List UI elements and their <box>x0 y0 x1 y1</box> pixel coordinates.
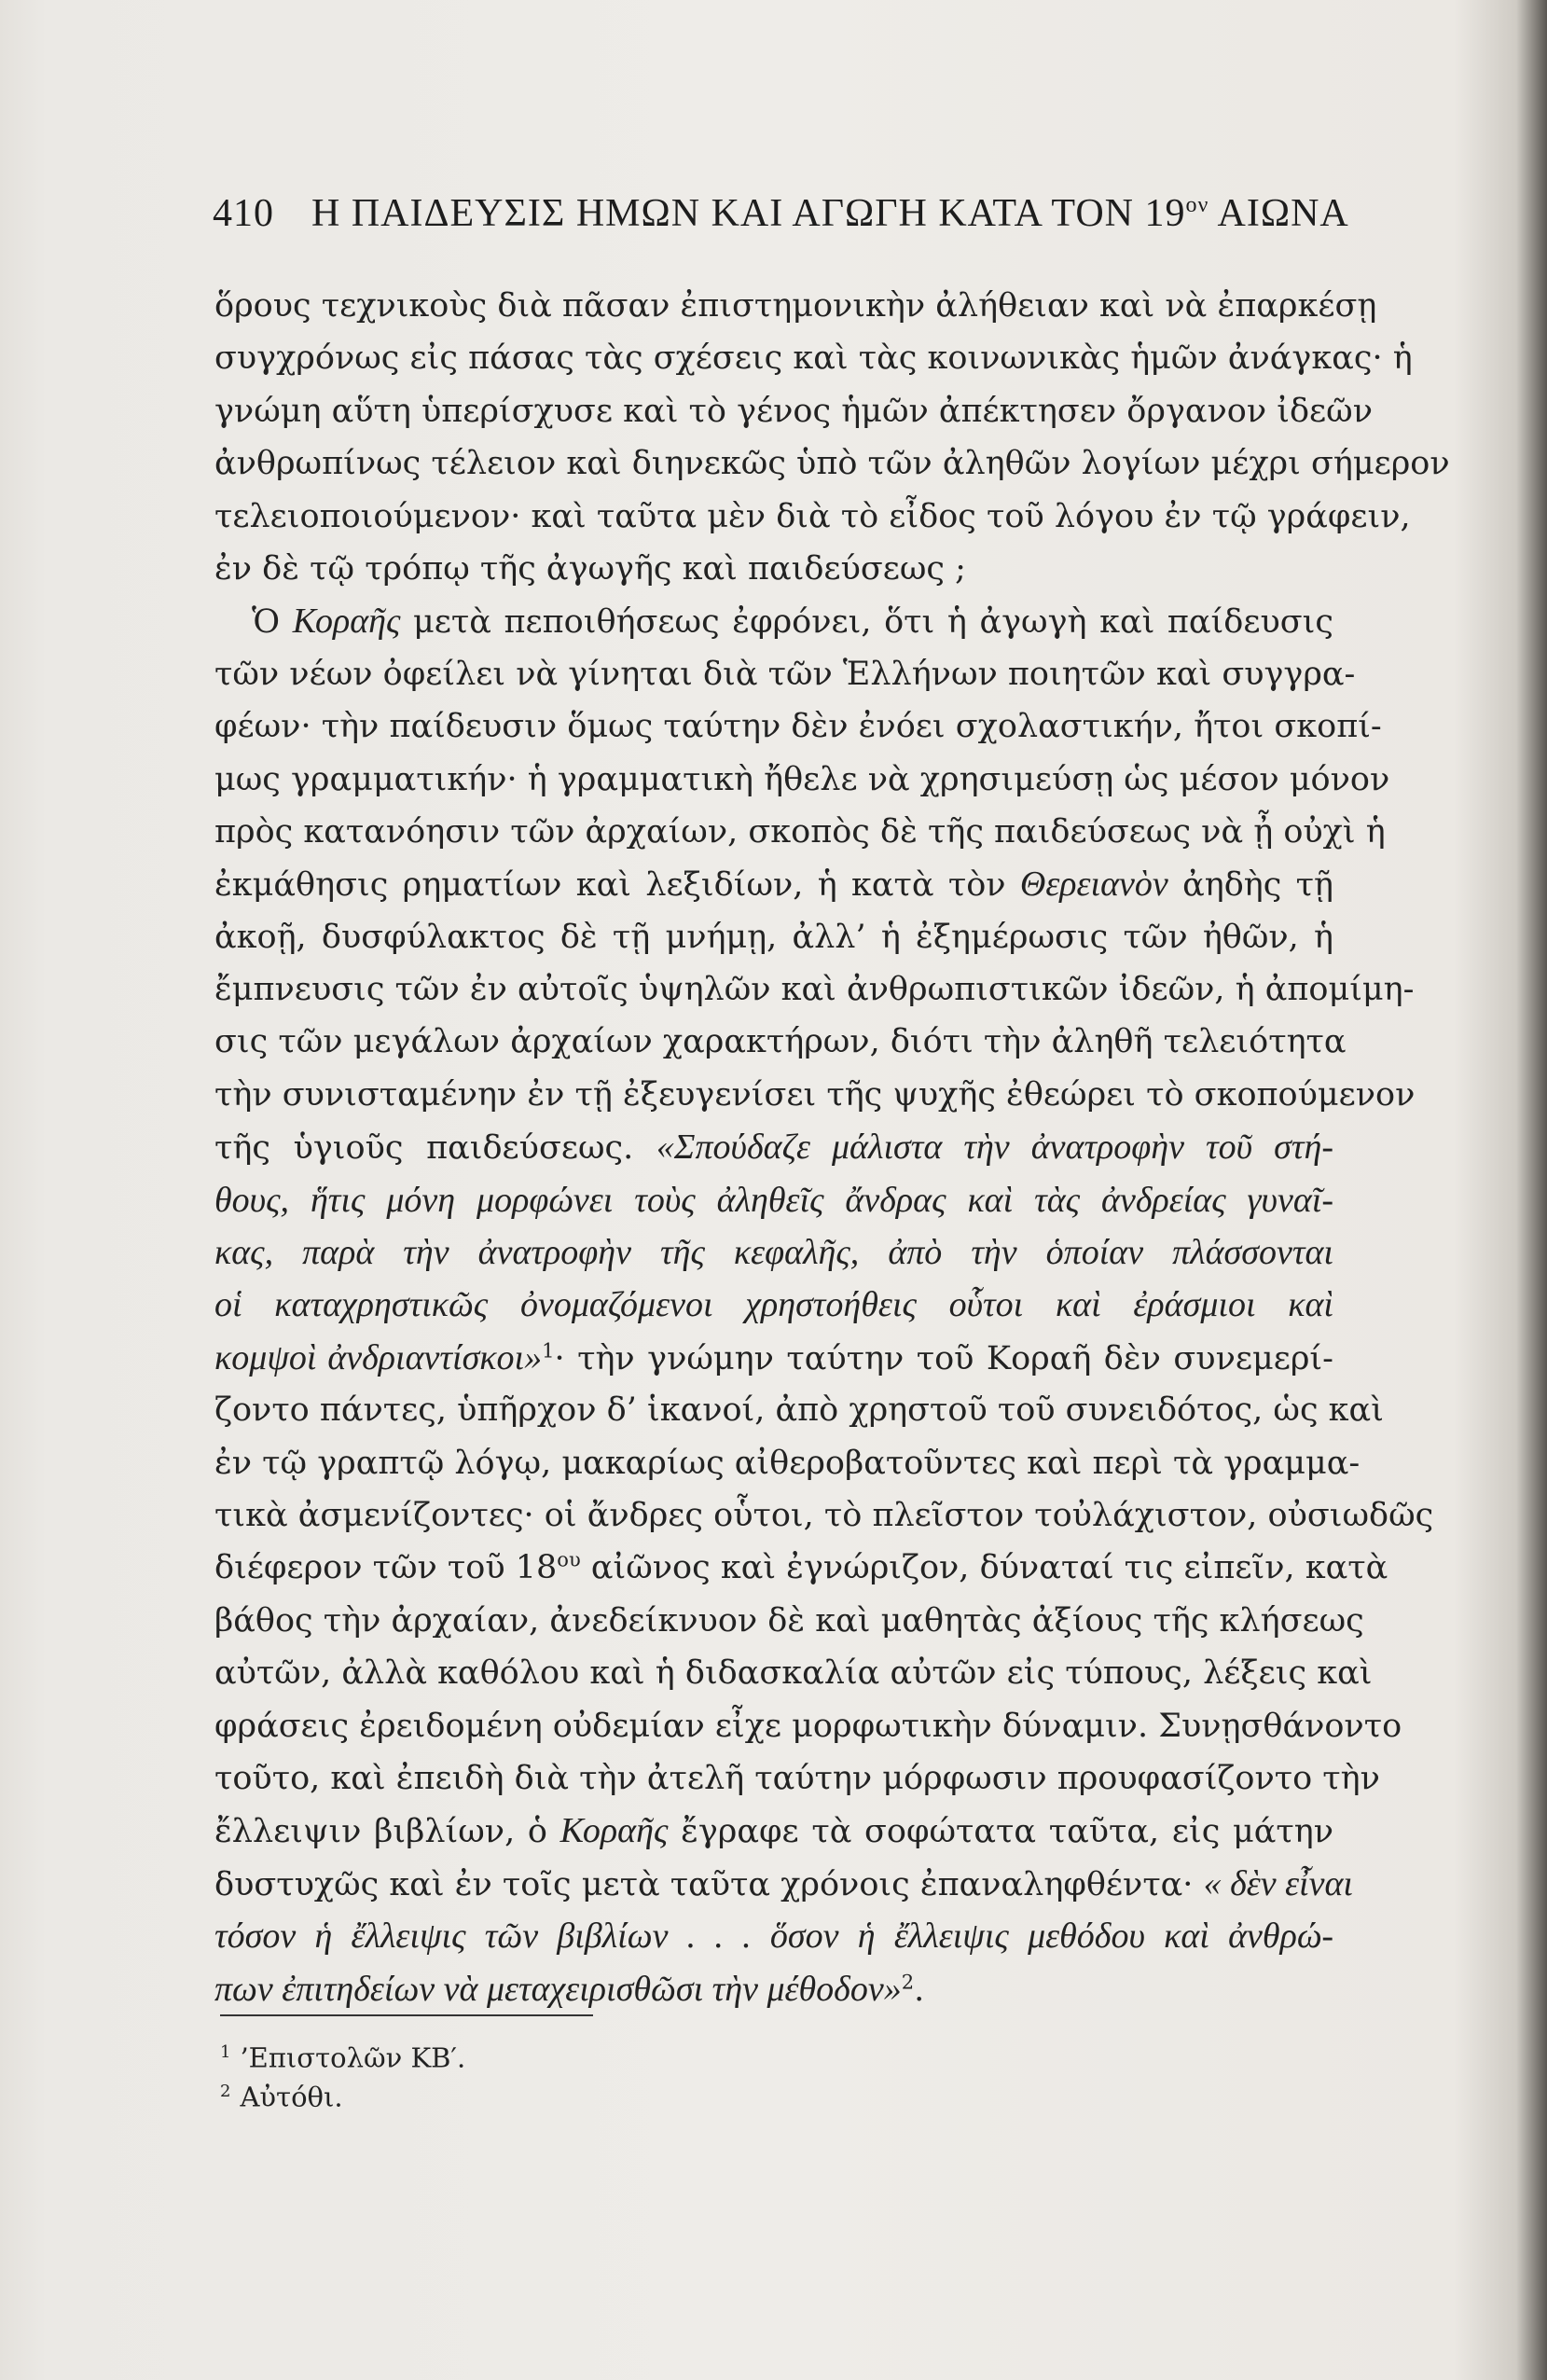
text-line: φέων· τὴν παίδευσιν ὅμως ταύτην δὲν ἐνόει σχολαστικήν, ἤτοι σκοπί- <box>214 708 1382 746</box>
text-run: ἔλλειψιν βιβλίων, ὁ <box>214 1813 560 1851</box>
footnote <box>220 2072 966 2111</box>
text-run: αἰῶνος καὶ ἐγνώριζον, δύναταί τις εἰπεῖν, κατὰ <box>580 1549 1388 1587</box>
italic-quote: τόσον ἡ ἔλλειψις τῶν βιβλίων . . . ὅσον ἡ ἔλλειψις μεθόδου καὶ ἀνθρώ- <box>214 1916 1333 1957</box>
text-line: ἀκοῇ, δυσφύλακτος δὲ τῇ μνήμῃ, ἀλλ’ ἡ ἐξημέρωσις τῶν ἠθῶν, ἡ <box>214 918 1333 956</box>
text-line: ὅρους τεχνικοὺς διὰ πᾶσαν ἐπιστημονικὴν ἀλήθειαν καὶ νὰ ἐπαρκέσῃ <box>214 287 1377 325</box>
footnote-ref: 1 <box>542 1339 555 1363</box>
text-line: σις τῶν μεγάλων ἀρχαίων χαρακτήρων, διότι τὴν ἀληθῆ τελειότητα <box>214 1023 1347 1061</box>
text-line <box>214 595 1333 647</box>
text-line: γνώμη αὕτη ὑπερίσχυσε καὶ τὸ γένος ἡμῶν ἀπέκτησεν ὄργανον ἰδεῶν <box>214 392 1373 430</box>
text-line: τικὰ ἀσμενίζοντες· οἱ ἄνδρες οὗτοι, τὸ πλεῖστον τοὐλάχιστον, οὐσιωδῶς <box>214 1496 1434 1534</box>
text-line <box>214 1174 1333 1226</box>
italic-quote: κας, παρὰ τὴν ἀνατροφὴν τῆς κεφαλῆς, ἀπὸ τὴν ὁποίαν πλάσσονται <box>214 1233 1333 1273</box>
text-line <box>214 1805 1333 1857</box>
italic-name: Κοραῆς <box>559 1811 669 1851</box>
text-run: Ὁ <box>252 603 293 642</box>
italic-quote: οἱ καταχρηστικῶς ὀνομαζόμενοι χρηστοήθεις οὗτοι καὶ ἐράσμιοι καὶ <box>214 1285 1333 1325</box>
text-run: διέφερον τῶν τοῦ 18 <box>214 1549 558 1587</box>
text-line: τῶν νέων ὀφείλει νὰ γίνηται διὰ τῶν Ἑλλήνων ποιητῶν καὶ συγγρα- <box>214 655 1356 693</box>
text-run: ἐκμάθησις ρηματίων καὶ λεξιδίων, ἡ κατὰ τὸν <box>214 866 1020 905</box>
text-line: πρὸς κατανόησιν τῶν ἀρχαίων, σκοπὸς δὲ τῆς παιδεύσεως νὰ ᾖ οὐχὶ ἡ <box>214 812 1386 851</box>
footnotes <box>220 2033 966 2111</box>
footnote-rule <box>220 2014 593 2016</box>
italic-name: Κοραῆς <box>292 602 401 642</box>
text-line <box>214 1542 1388 1594</box>
italic-quote: πων ἐπιτηδείων νὰ μεταχειρισθῶσι τὴν μέθοδον» <box>214 1969 902 2009</box>
body-text <box>214 280 1450 2015</box>
text-line: φράσεις ἐρειδομένη οὐδεμίαν εἶχε μορφωτικὴν δύναμιν. Συνῃσθάνοντο <box>214 1707 1402 1745</box>
footnote-ref: 2 <box>901 1970 915 1993</box>
text-line: ἔμπνευσις τῶν ἐν αὐτοῖς ὑψηλῶν καὶ ἀνθρωπιστικῶν ἰδεῶν, ἡ ἀπομίμη- <box>214 971 1415 1009</box>
italic-quote: κομψοὶ ἀνδριαντίσκοι» <box>214 1337 543 1377</box>
header-title: Η ΠΑΙΔΕΥΣΙΣ ΗΜΩΝ ΚΑΙ ΑΓΩΓΗ ΚΑΤΑ ΤΟΝ 19 <box>311 192 1186 235</box>
text-line: ζοντο πάντες, ὑπῆρχον δ’ ἱκανοί, ἀπὸ χρηστοῦ τοῦ συνειδότος, ὡς καὶ <box>214 1391 1384 1430</box>
text-line: μως γραμματικήν· ἡ γραμματικὴ ἤθελε νὰ χρησιμεύσῃ ὡς μέσον μόνον <box>214 760 1390 798</box>
header-title-superscript: ον <box>1185 193 1209 217</box>
text-run: δυστυχῶς καὶ ἐν τοῖς μετὰ ταῦτα χρόνοις ἐπαναληφθέντα· <box>214 1865 1204 1903</box>
text-line: τελειοποιούμενον· καὶ ταῦτα μὲν διὰ τὸ εἶδος τοῦ λόγου ἐν τῷ γράφειν, <box>214 497 1411 535</box>
footnote-number: 2 <box>220 2082 231 2101</box>
italic-quote: « δὲν εἶναι <box>1203 1863 1353 1903</box>
text-line: ἐν δὲ τῷ τρόπῳ τῆς ἀγωγῆς καὶ παιδεύσεως ; <box>214 549 966 588</box>
text-line <box>214 858 1333 910</box>
text-line: τὴν συνισταμένην ἐν τῇ ἐξευγενίσει τῆς ψυχῆς ἐθεώρει τὸ σκοπούμενον <box>214 1075 1416 1114</box>
text-line <box>214 1279 1333 1331</box>
text-line: ἐν τῷ γραπτῷ λόγῳ, μακαρίως αἰθεροβατοῦντες καὶ περὶ τὰ γραμμα- <box>214 1444 1361 1482</box>
footnote-text: Αὐτόθι. <box>240 2081 343 2113</box>
text-run: τῆς ὑγιοῦς παιδεύσεως. <box>214 1129 656 1168</box>
text-line: αὐτῶν, ἀλλὰ καθόλου καὶ ἡ διδασκαλία αὐτῶν εἰς τύπους, λέξεις καὶ <box>214 1654 1373 1693</box>
text-run: μετὰ πεποιθήσεως ἐφρόνει, ὅτι ἡ ἀγωγὴ καὶ παίδευσις <box>400 603 1333 642</box>
page-number: 410 <box>213 192 274 235</box>
running-header <box>213 191 1349 236</box>
italic-quote: θους, ἥτις μόνη μορφώνει τοὺς ἀληθεῖς ἄνδρας καὶ τὰς ἀνδρείας γυναῖ- <box>214 1180 1333 1220</box>
text-line: ἀνθρωπίνως τέλειον καὶ διηνεκῶς ὑπὸ τῶν ἀληθῶν λογίων μέχρι σήμερον <box>214 445 1450 483</box>
text-line: τοῦτο, καὶ ἐπειδὴ διὰ τὴν ἀτελῆ ταύτην μόρφωσιν προυφασίζοντο τὴν <box>214 1759 1380 1797</box>
text-line <box>214 1226 1333 1279</box>
text-run: · τὴν γνώμην ταύτην τοῦ Κοραῆ δὲν συνεμερί- <box>554 1339 1333 1377</box>
footnote-text: ’Επιστολῶν ΚΒ′. <box>240 2041 466 2074</box>
text-run: ἀηδὴς τῇ <box>1167 866 1333 905</box>
text-line <box>214 1963 1333 2015</box>
footnote <box>220 2033 966 2072</box>
text-line: βάθος τὴν ἀρχαίαν, ἀνεδείκνυον δὲ καὶ μαθητὰς ἀξίους τῆς κλήσεως <box>214 1601 1364 1640</box>
text-line <box>214 1332 1333 1384</box>
ordinal-superscript: ου <box>557 1548 581 1571</box>
header-title-end: ΑΙΩΝΑ <box>1217 192 1349 235</box>
italic-quote: «Σπούδαζε μάλιστα τὴν ἀνατροφὴν τοῦ στή- <box>656 1128 1333 1168</box>
text-line <box>214 1121 1333 1173</box>
text-line <box>214 1910 1333 1962</box>
footnote-number: 1 <box>220 2042 231 2062</box>
text-line <box>214 1858 1353 1910</box>
italic-name: Θερειανὸν <box>1019 865 1168 905</box>
text-run: . <box>914 1971 925 2009</box>
text-line: συγχρόνως εἰς πάσας τὰς σχέσεις καὶ τὰς κοινωνικὰς ἡμῶν ἀνάγκας· ἡ <box>214 339 1413 378</box>
text-run: ἔγραφε τὰ σοφώτατα ταῦτα, εἰς μάτην <box>668 1813 1334 1851</box>
